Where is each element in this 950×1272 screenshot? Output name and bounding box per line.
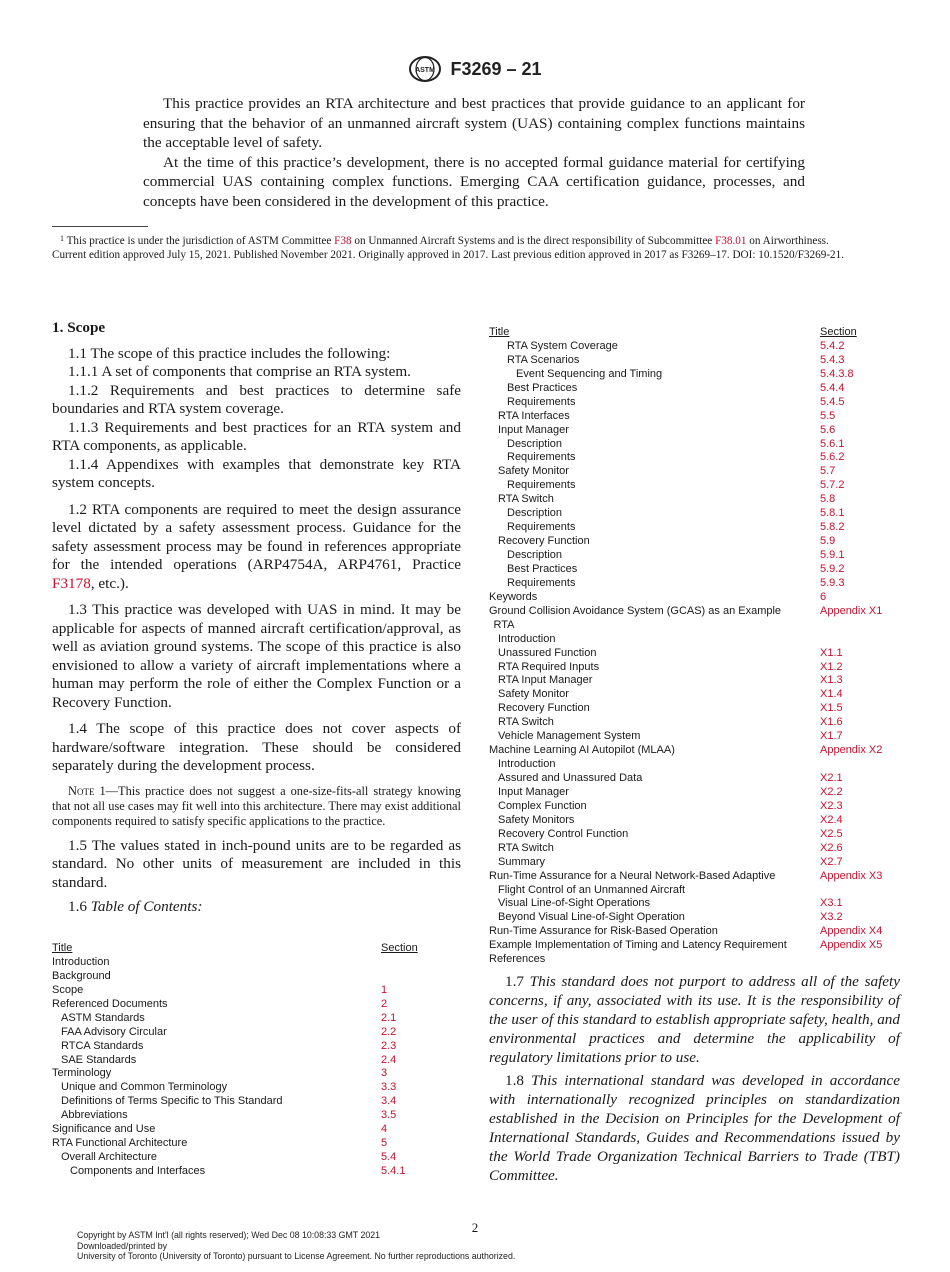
toc-row	[489, 633, 909, 647]
toc-title: References	[489, 953, 546, 966]
toc-title: Background	[52, 969, 111, 982]
footnote	[52, 234, 900, 262]
toc-row	[52, 1040, 472, 1054]
toc-row	[52, 1012, 472, 1026]
toc-title: Safety Monitor	[498, 688, 569, 701]
toc-title: FAA Advisory Circular	[61, 1025, 167, 1038]
toc-title: Run-Time Assurance for Risk-Based Operation	[489, 925, 718, 938]
toc-title: RTA Functional Architecture	[52, 1137, 188, 1150]
toc-row	[489, 702, 909, 716]
scope-paragraph	[489, 972, 900, 1067]
toc-section-link[interactable]: X2.2	[820, 785, 843, 798]
toc-title: Requirements	[507, 479, 576, 492]
toc-row	[52, 1095, 472, 1109]
toc-title: Recovery Function	[498, 702, 590, 715]
toc-title: Complex Function	[498, 799, 587, 812]
toc-section-link[interactable]: X1.1	[820, 646, 843, 659]
toc-row	[52, 1081, 472, 1095]
toc-row	[489, 577, 909, 591]
toc-section-link[interactable]: 5.8.2	[820, 521, 845, 534]
toc-row	[489, 870, 909, 884]
toc-row	[489, 688, 909, 702]
toc-section-link[interactable]: X1.4	[820, 688, 843, 701]
page-number: 2	[471, 1220, 479, 1235]
toc-section-link[interactable]: 5.9.3	[820, 576, 845, 589]
toc-row	[52, 998, 472, 1012]
toc-row	[489, 591, 909, 605]
toc-row	[489, 730, 909, 744]
toc-section-link[interactable]: 5.8	[820, 493, 836, 506]
toc-section-link[interactable]: 5.5	[820, 409, 836, 422]
toc-section-link[interactable]: X3.2	[820, 911, 843, 924]
toc-title: Unique and Common Terminology	[61, 1081, 228, 1094]
toc-row	[52, 970, 472, 984]
toc-section-link[interactable]: 5.9	[820, 535, 836, 548]
scope-paragraph: 1.3 This practice was developed with UAS in mind. It may be applicable for aspects of manned aircraft certification/approval, as well as aviation ground systems. The scope of this practice is also envisioned to allow a variety of aircraft implementations where a human may perform the role of either the Complex Function or a Recovery Function.	[52, 601, 461, 711]
scope-paragraph: 1.5 The values stated in inch-pound units are to be regarded as standard. No other units of measurement are included in this standard.	[52, 836, 461, 891]
footnote-text: on Unmanned Aircraft Systems and is the direct responsibility of Subcommittee	[351, 235, 716, 247]
toc-section-link[interactable]: 2.2	[381, 1025, 397, 1038]
toc-row	[52, 1151, 472, 1165]
toc-title: Safety Monitor	[498, 465, 569, 478]
toc-title: Overall Architecture	[61, 1151, 157, 1164]
toc-section-link[interactable]: 5.9.2	[820, 562, 845, 575]
toc-title: Summary	[498, 855, 546, 868]
toc-row	[52, 1109, 472, 1123]
toc-section-link[interactable]: X2.6	[820, 841, 843, 854]
toc-title: Event Sequencing and Timing	[516, 367, 663, 380]
toc-section-link[interactable]: 5.4.1	[381, 1165, 406, 1177]
toc-row	[489, 814, 909, 828]
toc-title: Assured and Unassured Data	[498, 772, 643, 784]
toc-section-link[interactable]: 3	[381, 1067, 388, 1080]
toc-title: Significance and Use	[52, 1123, 156, 1136]
toc-section-header: Section	[381, 942, 418, 954]
toc-title: SAE Standards	[61, 1053, 137, 1066]
toc-row	[489, 856, 909, 870]
toc-title: RTA Scenarios	[507, 353, 580, 366]
toc-row	[489, 493, 909, 507]
toc-section-link[interactable]: X2.3	[820, 799, 843, 812]
toc-row	[52, 984, 472, 998]
toc-row	[489, 619, 909, 633]
toc-row	[489, 744, 909, 758]
toc-section-link[interactable]: 2.3	[381, 1039, 397, 1052]
astm-logo-icon	[408, 55, 442, 83]
toc-section-link[interactable]: 5.4.4	[820, 381, 845, 394]
toc-section-link[interactable]: X2.1	[820, 772, 843, 784]
toc-row	[489, 535, 909, 549]
toc-title: Scope	[52, 983, 84, 996]
toc-title: Recovery Control Function	[498, 827, 629, 840]
toc-title: Introduction	[498, 632, 556, 645]
footnote-marker: 1	[60, 234, 64, 243]
scope-paragraph	[489, 1071, 900, 1185]
toc-title: Machine Learning AI Autopilot (MLAA)	[489, 744, 675, 757]
toc-row	[489, 424, 909, 438]
toc-row	[489, 354, 909, 368]
toc-section-link[interactable]: X1.6	[820, 716, 843, 729]
toc-title: RTA Required Inputs	[498, 660, 600, 673]
toc-row	[52, 1026, 472, 1040]
scope-paragraph: 1.1.2 Requirements and best practices to determine safe boundaries and RTA system coverage.	[52, 381, 461, 417]
toc-section-link[interactable]: Appendix X1	[820, 604, 883, 617]
practice-link[interactable]: F3178	[52, 574, 91, 592]
toc-section-link[interactable]: 2.1	[381, 1011, 397, 1024]
toc-section-link[interactable]: 1	[381, 983, 388, 996]
toc-section-link[interactable]: 6	[820, 590, 827, 603]
toc-title: Components and Interfaces	[70, 1165, 206, 1177]
toc-row	[489, 410, 909, 424]
toc-row	[489, 911, 909, 925]
copyright-notice	[77, 1230, 515, 1262]
scope-paragraph: 1.4 The scope of this practice does not cover aspects of hardware/software integration. These should be considered separately during the development process.	[52, 720, 461, 774]
toc-caption: Table of Contents:	[90, 898, 203, 915]
toc-section-link[interactable]: 2.4	[381, 1053, 397, 1066]
disclaimer-text: This standard does not purport to address all of the safety concerns, if any, associated with its use. It is the responsibility of the user of this standard to establish appropriate safety, health, and environmental practices and determine the applicability of regulatory limitations prior to use.	[489, 973, 901, 1066]
note-text: —This practice does not suggest a one-size-fits-all strategy knowing that not all use cases may fit well into this architecture. There may exist additional components required to satisfy specific applications to the practice.	[52, 783, 461, 828]
toc-right	[489, 326, 909, 967]
scope-paragraph	[52, 898, 461, 917]
svg-text:ASTM: ASTM	[415, 67, 436, 74]
scope-section	[52, 319, 461, 917]
toc-section-link[interactable]: Appendix X3	[820, 869, 883, 882]
toc-title: Unassured Function	[498, 646, 597, 659]
toc-title: Introduction	[498, 758, 556, 771]
copyright-line: University of Toronto (University of Toronto) pursuant to License Agreement. No further reproductions authorized.	[77, 1251, 516, 1262]
toc-section-link[interactable]: X2.7	[820, 855, 843, 868]
toc-title: Keywords	[489, 590, 538, 603]
toc-title: Best Practices	[507, 381, 578, 394]
toc-section-link[interactable]: 5.9.1	[820, 549, 845, 561]
toc-section-link[interactable]: 2	[381, 997, 388, 1010]
toc-title: Definitions of Terms Specific to This Standard	[61, 1095, 283, 1108]
toc-title: RTCA Standards	[61, 1039, 144, 1052]
scope-paragraph: 1.1.4 Appendixes with examples that demonstrate key RTA system concepts.	[52, 455, 461, 491]
toc-section-link[interactable]: 3.5	[381, 1109, 397, 1122]
toc-title: Abbreviations	[61, 1109, 128, 1122]
toc-section-link[interactable]: 5.8.1	[820, 507, 845, 520]
toc-row	[489, 340, 909, 354]
toc-section-link[interactable]: 5.7.2	[820, 479, 845, 492]
footnote-text: This practice is under the jurisdiction of ASTM Committee	[64, 235, 335, 247]
toc-row	[489, 382, 909, 396]
toc-title: Title	[489, 326, 510, 338]
toc-title: Requirements	[507, 395, 576, 408]
toc-title: Beyond Visual Line-of-Sight Operation	[498, 911, 685, 924]
toc-title: Input Manager	[498, 423, 569, 436]
toc-left	[52, 942, 472, 1179]
toc-section-link[interactable]: 5.6.1	[820, 437, 845, 450]
toc-title: RTA Switch	[498, 841, 554, 854]
toc-title: ASTM Standards	[61, 1011, 145, 1024]
toc-title: Run-Time Assurance for a Neural Network-Based Adaptive	[489, 869, 776, 882]
toc-title: Title	[52, 942, 73, 954]
toc-section-link[interactable]: 3.4	[381, 1095, 397, 1108]
toc-row	[489, 772, 909, 786]
toc-row	[52, 956, 472, 970]
toc-section-link[interactable]: 5.7	[820, 465, 836, 478]
para-number: 1.8	[505, 1072, 532, 1089]
toc-title: Requirements	[507, 521, 576, 534]
toc-row	[489, 451, 909, 465]
toc-title: Visual Line-of-Sight Operations	[498, 897, 651, 910]
toc-row	[489, 605, 909, 619]
toc-title: Terminology	[52, 1067, 112, 1080]
scope-paragraph: 1.1 The scope of this practice includes the following:	[68, 344, 391, 362]
toc-row	[489, 521, 909, 535]
committee-link[interactable]: F38	[334, 235, 352, 247]
toc-row	[489, 549, 909, 563]
footnote-edition: Current edition approved July 15, 2021. Published November 2021. Originally approved in 2017. Last previous edition approved in 2017 as F3269–17. DOI: 10.1520/F3269-21.	[52, 249, 845, 261]
toc-title: RTA Switch	[498, 716, 554, 729]
toc-row	[489, 563, 909, 577]
section-heading: 1. Scope	[52, 319, 106, 336]
toc-row	[489, 479, 909, 493]
toc-row	[489, 647, 909, 661]
standard-designation: F3269 – 21	[450, 58, 542, 79]
toc-title: Recovery Function	[498, 535, 590, 548]
para-number: 1.6	[68, 898, 91, 915]
toc-section-link[interactable]: 5.6.2	[820, 451, 845, 464]
toc-section-link[interactable]: 5.4	[381, 1151, 397, 1164]
toc-section-link[interactable]: X3.1	[820, 897, 843, 910]
copyright-line: Copyright by ASTM Int'l (all rights reserved); Wed Dec 08 10:08:33 GMT 2021	[77, 1230, 381, 1240]
wto-text: This international standard was developed in accordance with internationally recognized principles on standardization established in the Decision on Principles for the Development of International Standards, Guides and Recommendations issued by the World Trade Organization Technical Barriers to Trade (TBT) Committee.	[489, 1072, 901, 1184]
toc-section-link[interactable]: X2.4	[820, 813, 843, 826]
toc-row	[489, 842, 909, 856]
toc-title: Introduction	[52, 955, 110, 968]
toc-header-row	[489, 326, 909, 340]
toc-row	[489, 953, 909, 967]
toc-title: Input Manager	[498, 785, 569, 798]
toc-row	[489, 800, 909, 814]
copyright-line: Downloaded/printed by	[77, 1240, 167, 1251]
toc-section-link[interactable]: Appendix X5	[820, 939, 883, 952]
toc-row	[52, 1067, 472, 1081]
toc-section-link[interactable]: 5.4.3	[820, 353, 845, 366]
footnote-rule	[52, 226, 148, 227]
toc-row	[52, 1165, 472, 1179]
toc-row	[489, 925, 909, 939]
toc-section-header: Section	[820, 326, 857, 338]
toc-title: RTA Interfaces	[498, 409, 570, 422]
toc-section-link[interactable]: 5	[381, 1137, 388, 1150]
toc-title: Description	[507, 437, 563, 450]
scope-continued	[489, 972, 900, 1189]
toc-section-link[interactable]: 5.6	[820, 423, 836, 436]
toc-row	[489, 465, 909, 479]
toc-row	[489, 396, 909, 410]
toc-title: Best Practices	[507, 562, 578, 575]
note-label: Note 1	[68, 783, 106, 798]
toc-row	[52, 1137, 472, 1151]
note	[52, 784, 461, 829]
scope-paragraph: 1.1.3 Requirements and best practices for an RTA system and RTA components, as applicable.	[52, 418, 461, 454]
toc-section-link[interactable]: X1.2	[820, 660, 843, 673]
toc-section-link[interactable]: 4	[381, 1123, 388, 1136]
toc-title: Description	[507, 549, 563, 561]
toc-title: Vehicle Management System	[498, 730, 641, 743]
toc-row	[489, 368, 909, 382]
scope-text: , etc.).	[90, 574, 129, 592]
intro-text	[143, 94, 805, 211]
intro-paragraph: This practice provides an RTA architecture and best practices that provide guidance to an applicant for ensuring that the behavior of an unmanned aircraft system (UAS) containing complex functions maintains the acceptable level of safety.	[143, 95, 805, 151]
toc-section-link[interactable]: Appendix X4	[820, 925, 883, 938]
toc-title: Safety Monitors	[498, 813, 575, 826]
intro-paragraph: At the time of this practice’s development, there is no accepted formal guidance material for certifying commercial UAS containing complex functions. Emerging CAA certification guidance, processes, and concepts have been considered in the development of this practice.	[143, 153, 805, 210]
toc-title: Requirements	[507, 576, 576, 589]
toc-row	[489, 438, 909, 452]
toc-row	[52, 1054, 472, 1068]
toc-title: Requirements	[507, 451, 576, 464]
toc-title: Flight Control of an Unmanned Aircraft	[498, 883, 686, 896]
toc-section-link[interactable]: X1.7	[820, 730, 843, 743]
toc-row	[489, 661, 909, 675]
toc-section-link[interactable]: X1.5	[820, 702, 843, 715]
toc-row	[489, 758, 909, 772]
toc-title: RTA	[493, 618, 515, 631]
scope-paragraph: 1.1.1 A set of components that comprise an RTA system.	[68, 363, 411, 380]
page-header	[0, 55, 950, 83]
toc-row	[489, 674, 909, 688]
toc-row	[489, 507, 909, 521]
toc-section-link[interactable]: 3.3	[381, 1081, 397, 1094]
toc-section-link[interactable]: 5.4.3.8	[820, 367, 854, 380]
toc-row	[489, 786, 909, 800]
toc-section-link[interactable]: X2.5	[820, 827, 843, 840]
para-number: 1.7	[505, 973, 530, 990]
toc-title: Example Implementation of Timing and Latency Requirement	[489, 939, 787, 952]
toc-row	[489, 897, 909, 911]
toc-title: Referenced Documents	[52, 997, 168, 1010]
subcommittee-link[interactable]: F38.01	[715, 235, 747, 247]
toc-title: Ground Collision Avoidance System (GCAS) as an Example	[489, 604, 782, 617]
toc-title: RTA Input Manager	[498, 674, 593, 687]
toc-section-link[interactable]: Appendix X2	[820, 744, 883, 757]
footnote-text: on Airworthiness.	[746, 235, 829, 247]
toc-section-link[interactable]: 5.4.5	[820, 395, 845, 408]
scope-text: 1.2 RTA components are required to meet the design assurance level dictated by a safety assessment process. Guidance for the safety assessment process may be found in references appropriate for the intended operations (ARP4754A, ARP4761, Practice	[52, 500, 461, 573]
toc-section-link[interactable]: X1.3	[820, 674, 843, 687]
toc-title: RTA Switch	[498, 493, 554, 506]
toc-header-row	[52, 942, 472, 956]
toc-row	[489, 716, 909, 730]
toc-row	[489, 939, 909, 953]
toc-row	[52, 1123, 472, 1137]
scope-paragraph	[52, 501, 461, 594]
toc-section-link[interactable]: 5.4.2	[820, 339, 845, 352]
toc-row	[489, 828, 909, 842]
toc-title: RTA System Coverage	[507, 339, 618, 352]
toc-title: Description	[507, 507, 563, 520]
toc-row	[489, 884, 909, 898]
